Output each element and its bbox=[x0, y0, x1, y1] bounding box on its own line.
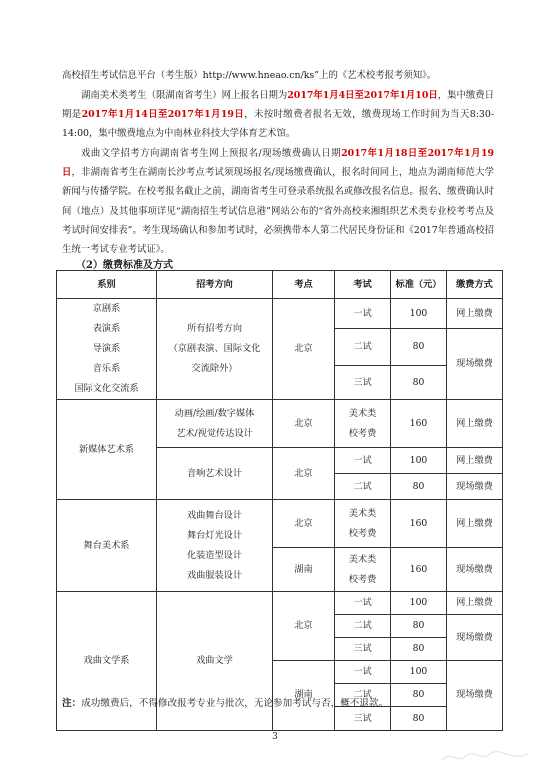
fee-cell: 80 bbox=[391, 474, 447, 500]
payment-cell: 现场缴费 bbox=[447, 548, 503, 592]
direction-cell: 所有招考方向 （京剧表演、国际文化 交流除外） bbox=[157, 299, 273, 400]
site-cell: 湖南 bbox=[273, 661, 335, 730]
fee-cell: 160 bbox=[391, 400, 447, 448]
fee-cell: 80 bbox=[391, 638, 447, 661]
table-row bbox=[57, 500, 503, 548]
fee-cell: 100 bbox=[391, 592, 447, 615]
exam-cell: 二试 bbox=[335, 474, 391, 500]
dept-cell: 新媒体艺术系 bbox=[57, 400, 157, 500]
header-dept: 系别 bbox=[57, 271, 157, 299]
paragraph-2-text-c: ，未按时缴费者报名无效，缴费现场工作时间为当天8:30-14:00，集中缴费地点为中南林业科技大学体育艺术馆。 bbox=[62, 109, 494, 140]
paragraph-2-text-a: 湖南美术类考生（限湖南省考生）网上报名日期为 bbox=[81, 90, 288, 101]
fee-cell: 160 bbox=[391, 548, 447, 592]
payment-cell: 现场缴费 bbox=[447, 474, 503, 500]
exam-cell: 二试 bbox=[335, 329, 391, 366]
fee-table bbox=[56, 270, 503, 731]
exam-cell: 美术类 校考费 bbox=[335, 548, 391, 592]
header-fee: 标准（元） bbox=[391, 271, 447, 299]
note-text: 成功缴费后，不得修改报考专业与批次，无论参加考试与否，概不退款。 bbox=[81, 698, 389, 709]
fee-cell: 80 bbox=[391, 615, 447, 638]
direction-cell: 动画/绘画/数字媒体 艺术/视觉传达设计 bbox=[157, 400, 273, 448]
note-label: 注： bbox=[62, 698, 82, 709]
payment-cell: 现场缴费 bbox=[447, 329, 503, 400]
site-cell: 北京 bbox=[273, 592, 335, 661]
exam-cell: 美术类 校考费 bbox=[335, 500, 391, 548]
fee-cell: 80 bbox=[391, 366, 447, 400]
exam-cell: 一试 bbox=[335, 448, 391, 474]
payment-date: 2017年1月14日至2017年1月19日 bbox=[81, 109, 245, 121]
site-cell: 北京 bbox=[273, 400, 335, 448]
drama-literature-date: 2017年1月18日至2017年1月19日 bbox=[62, 148, 494, 179]
exam-cell: 一试 bbox=[335, 299, 391, 329]
table-row bbox=[57, 592, 503, 615]
site-cell: 湖南 bbox=[273, 548, 335, 592]
exam-cell: 一试 bbox=[335, 592, 391, 615]
header-direction: 招考方向 bbox=[157, 271, 273, 299]
watermark-squiggle-icon bbox=[440, 748, 530, 766]
fee-cell: 80 bbox=[391, 707, 447, 730]
section-title: （2）缴费标准及方式 bbox=[76, 260, 173, 271]
payment-cell: 网上缴费 bbox=[447, 500, 503, 548]
direction-cell: 音响艺术设计 bbox=[157, 448, 273, 500]
payment-cell: 网上缴费 bbox=[447, 400, 503, 448]
direction-cell: 戏曲文学 bbox=[157, 592, 273, 731]
exam-cell: 三试 bbox=[335, 366, 391, 400]
header-exam: 考试 bbox=[335, 271, 391, 299]
direction-cell: 戏曲舞台设计 舞台灯光设计 化装造型设计 戏曲服装设计 bbox=[157, 500, 273, 592]
payment-cell: 网上缴费 bbox=[447, 299, 503, 329]
paragraph-2-text-b: ，集中缴费日期是 bbox=[62, 90, 494, 121]
table-row bbox=[57, 400, 503, 448]
site-cell: 北京 bbox=[273, 448, 335, 500]
paragraph-3-text-a: 戏曲文学招考方向湖南省考生网上预报名/现场缴费确认日期 bbox=[81, 148, 342, 159]
site-cell: 北京 bbox=[273, 299, 335, 400]
fee-cell: 100 bbox=[391, 299, 447, 329]
table-header-row bbox=[57, 271, 503, 299]
fee-cell: 80 bbox=[391, 329, 447, 366]
exam-cell: 二试 bbox=[335, 684, 391, 707]
paragraph-3 bbox=[62, 144, 494, 259]
note bbox=[62, 695, 388, 709]
header-payment: 缴费方式 bbox=[447, 271, 503, 299]
dept-cell: 京剧系 表演系 导演系 音乐系 国际文化交流系 bbox=[57, 299, 157, 400]
payment-cell: 现场缴费 bbox=[447, 661, 503, 730]
registration-date: 2017年1月4日至2017年1月10日 bbox=[287, 90, 438, 101]
paragraph-2 bbox=[62, 86, 494, 144]
table-row bbox=[57, 299, 503, 329]
exam-cell: 三试 bbox=[335, 707, 391, 730]
paragraph-1: 高校招生考试信息平台（考生版）http://www.hneao.cn/ks”上的《艺术校考报考须知》。 bbox=[62, 70, 437, 81]
payment-cell: 网上缴费 bbox=[447, 448, 503, 474]
fee-cell: 160 bbox=[391, 500, 447, 548]
dept-cell: 舞台美术系 bbox=[57, 500, 157, 592]
header-site: 考点 bbox=[273, 271, 335, 299]
fee-cell: 100 bbox=[391, 448, 447, 474]
paragraph-3-text-b: ，非湖南省考生在湖南长沙考点考试须现场报名/现场缴费确认，报名时间同上，地点为湖南师范大学新闻与传播学院。在校考报名截止之前，湖南省考生可登录系统报名或修改报名信息。报名、缴费确认时间（地点）及其他事项详见“湖南招生考试信息港”网站公布的“省外高校来湘组织艺术类专业校考考点及考试时间安排表”。考生现场确认和参加考试时，必须携带本人第二代居民身份证和《2017年普通高校招生统一考试专业考试证》。 bbox=[62, 167, 494, 256]
fee-cell: 80 bbox=[391, 684, 447, 707]
payment-cell: 现场缴费 bbox=[447, 615, 503, 661]
payment-cell: 网上缴费 bbox=[447, 592, 503, 615]
fee-cell: 100 bbox=[391, 661, 447, 684]
exam-cell: 二试 bbox=[335, 615, 391, 638]
dept-cell: 戏曲文学系 bbox=[57, 592, 157, 731]
page-number: 3 bbox=[272, 732, 278, 742]
exam-cell: 三试 bbox=[335, 638, 391, 661]
exam-cell: 一试 bbox=[335, 661, 391, 684]
site-cell: 北京 bbox=[273, 500, 335, 548]
exam-cell: 美术类 校考费 bbox=[335, 400, 391, 448]
